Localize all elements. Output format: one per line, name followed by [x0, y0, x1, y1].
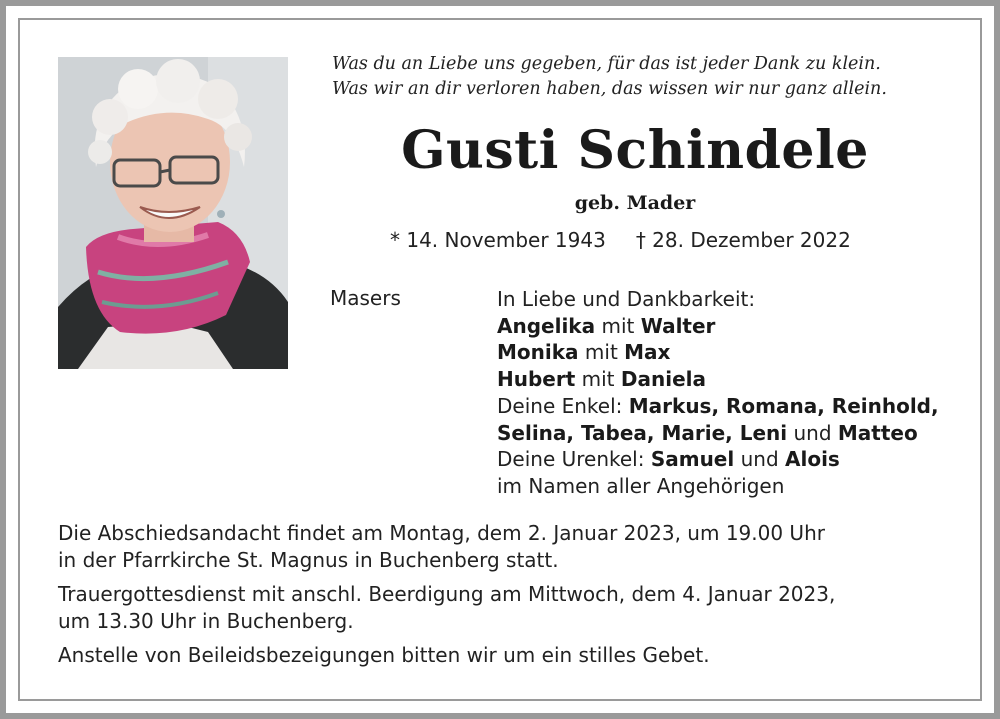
birth-date: * 14. November 1943 [390, 228, 606, 252]
place-of-residence: Masers [330, 286, 401, 310]
quote-line: Was wir an dir verloren haben, das wissen wir nur ganz allein. [332, 79, 887, 99]
mourner-line: Hubert mit Daniela [497, 367, 706, 392]
mourner-line: Monika mit Max [497, 340, 671, 365]
condolence-note: Anstelle von Beileidsbezeigungen bitten wir um ein stilles Gebet. [58, 643, 710, 667]
service-information [58, 520, 958, 677]
grandchildren-line: Selina, Tabea, Marie, Leni und Matteo [497, 420, 918, 445]
mourners-closing: im Namen aller Angehörigen [497, 473, 785, 498]
birth-name: geb. Mader [574, 192, 696, 214]
farewell-service-paragraph: Die Abschiedsandacht findet am Montag, dem 2. Januar 2023, um 19.00 Uhr in der Pfarrkirche St. Magnus in Buchenberg statt. [58, 521, 825, 572]
funeral-service-paragraph: Trauergottesdienst mit anschl. Beerdigung am Mittwoch, dem 4. Januar 2023, um 13.30 Uhr in Buchenberg. [58, 582, 836, 633]
mourners-intro: In Liebe und Dankbarkeit: [497, 287, 756, 311]
portrait-photo [58, 57, 288, 369]
mourners-list [497, 286, 939, 500]
memorial-quote [332, 52, 972, 102]
quote-line: Was du an Liebe uns gegeben, für das ist jeder Dank zu klein. [332, 54, 881, 74]
life-dates [390, 228, 851, 252]
mourner-line: Angelika mit Walter [497, 313, 716, 338]
great-grandchildren-line: Deine Urenkel: Samuel und Alois [497, 447, 840, 472]
grandchildren-line: Deine Enkel: Markus, Romana, Reinhold, [497, 393, 939, 418]
death-date: † 28. Dezember 2022 [635, 228, 851, 252]
deceased-name: Gusti Schindele [401, 120, 869, 181]
